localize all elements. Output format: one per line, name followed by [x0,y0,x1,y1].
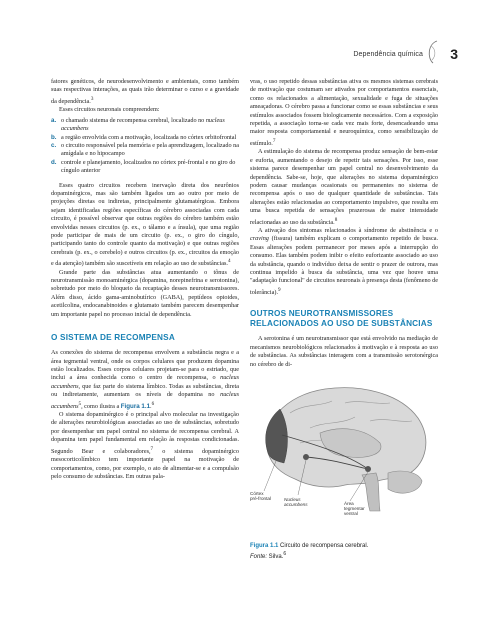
list-item: a. o chamado sistema de recompensa cerebral, localizado no nucleus accumbens [51,116,225,133]
list-item: b. a região envolvida com a motivação, localizada no córtex orbitofrontal [51,133,237,141]
circuit-list [51,117,239,176]
label-prefrontal-cortex: Córtex pré-frontal [250,490,271,502]
paragraph: A estimulação do sistema de recompensa produz sensação de bem-estar e euforia, aumentando o desejo de repetir tais sensações. Por isso, esse sistema parece desempenhar um papel central no desenvolvimento da dependência. Sabe-se, hoje, que alterações no sistema dopaminérgico podem causar mudanças ocasionais ou permanentes no sistema de recompensa após o uso de qualquer quantidade de substâncias. Tais alterações estão relacionadas ao comportamento impulsivo, que resulta em uma busca repetida de sensações prazerosas de maior intensidade relacionadas ao uso da substância.$^8$ [250,148,438,226]
label-ventral-tegmental-area: Área tegmentar ventral [344,500,365,517]
label-nucleus-accumbens: Nucleus accumbens [284,496,308,508]
paragraph: A serotonina é um neurotransmissor que está envolvido na mediação de mecanismos neurobiológicos relacionados à motivação e à resposta ao uso de substâncias. As substâncias interagem com a transmissão serotonérgica no cérebro de di- [250,335,438,368]
brain-illustration [250,373,438,513]
figure-caption: Figura 1.1 Circuito de recompensa cerebral. Fonte: Silva.$^6$ [250,542,369,560]
page-number: 3 [450,46,458,62]
paragraph: fatores genéticos, de neurodesenvolvimento e ambientais, como também suas respectivas interações, as quais irão determinar o curso e a gravidade da dependência.$^3$ [51,78,239,105]
right-column [250,78,438,561]
left-column [51,78,239,481]
header-ornament-icon [424,40,442,64]
page-header [0,40,489,62]
paragraph: As conexões do sistema de recompensa envolvem a substância negra e a área tegmental ventral, onde os corpos celulares que produzem dopamina estão localizados. Esses corpos celulares projetam-se para o estriado, que inclui a área conhecida como o centro de recompensa, o nucleus accumbens, que faz parte do sistema límbico. Todas as substâncias, direta ou indiretamente, aumentam os níveis de dopamina no nucleus accumbens$^5$, como ilustra a Figura 1.1.$^6$ [51,349,239,410]
section-heading: O SISTEMA DE RECOMPENSA [51,333,175,343]
running-title: Dependência química [353,51,423,58]
list-item: c. o circuito responsável pela memória e pela aprendizagem, localizado na amígdala e no hipocampo [51,141,239,158]
paragraph: A ativação dos sintomas relacionados à síndrome de abstinência e o craving (fissura) também explicam o comportamento repetido de busca. Essas alterações podem permanecer por meses após a interrupção do consumo. Elas também podem inibir o efeito euforizante associado ao uso da substância, quando o indivíduo deixa de sentir o prazer de outrora, mas continua impelido à busca da substância, uma vez que houve uma "adaptação funcional" de circuitos neuronais à presença desta (fenômeno de tolerância).$^9$ [250,227,439,296]
paragraph: Esses circuitos neuronais compreendem: [59,106,160,114]
figure-brain-reward [250,373,438,543]
paragraph: vras, o uso repetido dessas substâncias ativa os mesmos sistemas cerebrais de motivação que costumam ser ativados por comportamentos essenciais, como os relacionados a alimentação, sexualidade e fuga de situações ameaçadoras. O cérebro passa a funcionar como se essas substâncias e seus estímulos associados fossem biologicamente necessários. Com a exposição repetida, a associação torna-se cada vez mais forte, desencadeando uma maior resposta comportamental e neuroquímica, como sensibilização de estímulo.$^7$ [250,78,438,147]
paragraph: O sistema dopaminérgico é o principal alvo molecular na investigação de alterações neurobiológicas associadas ao uso de substâncias, sobretudo por desempenhar um papel central no sistema de recompensa cerebral. A dopamina tem papel fundamental em relação às respostas condicionadas. Segundo Bear e colaboradores,$^7$ o sistema dopaminérgico mesocorticolímbico tem importante papel na motivação de comportamentos, como, por exemplo, o ato de alimentar-se e a compulsão pelo consumo de substâncias. Em outras pala- [51,411,239,480]
paragraph: Grande parte das substâncias atua aumentando o tônus de neurotransmissão monoaminérgica (dopamina, norepinefrina e serotonina), sobretudo por meio do bloqueio da recaptação desses neurotransmissores. Além disso, ácido gama-aminobutírico (GABA), peptídeos opioides, acetilcolina, endocanabinoides e glutamato também parecem desempenhar um importante papel no processo inicial de dependência. [51,268,239,318]
section-heading: OUTROS NEUROTRANSMISSORES RELACIONADOS AO USO DE SUBSTÂNCIAS [250,309,433,329]
list-item: d. controle e planejamento, localizados no córtex pré-frontal e no giro do cíngulo anterior [51,158,236,175]
paragraph: Esses quatro circuitos recebem inervação direta dos neurônios dopaminérgicos, mas são também ligados um ao outro por meio de projeções diretas ou indiretas, principalmente glutamatérgicas. Embora sejam identificadas regiões específicas do cérebro associadas com cada circuito, é possível observar que outras regiões do cérebro também estão envolvidas nesses circuitos (p. ex., o tálamo e a ínsula), que uma região pode participar de mais de um circuito (p. ex., o giro do cíngulo, participando tanto do controle quanto da motivação) e que outras regiões cerebrais (p. ex., o cerebelo) e outros circuitos (p. ex., circuitos da emoção e da atenção) também são suscetíveis em relação ao uso de substâncias.$^4$ [51,181,239,268]
figure-link[interactable]: Figura 1.1 [120,402,151,410]
